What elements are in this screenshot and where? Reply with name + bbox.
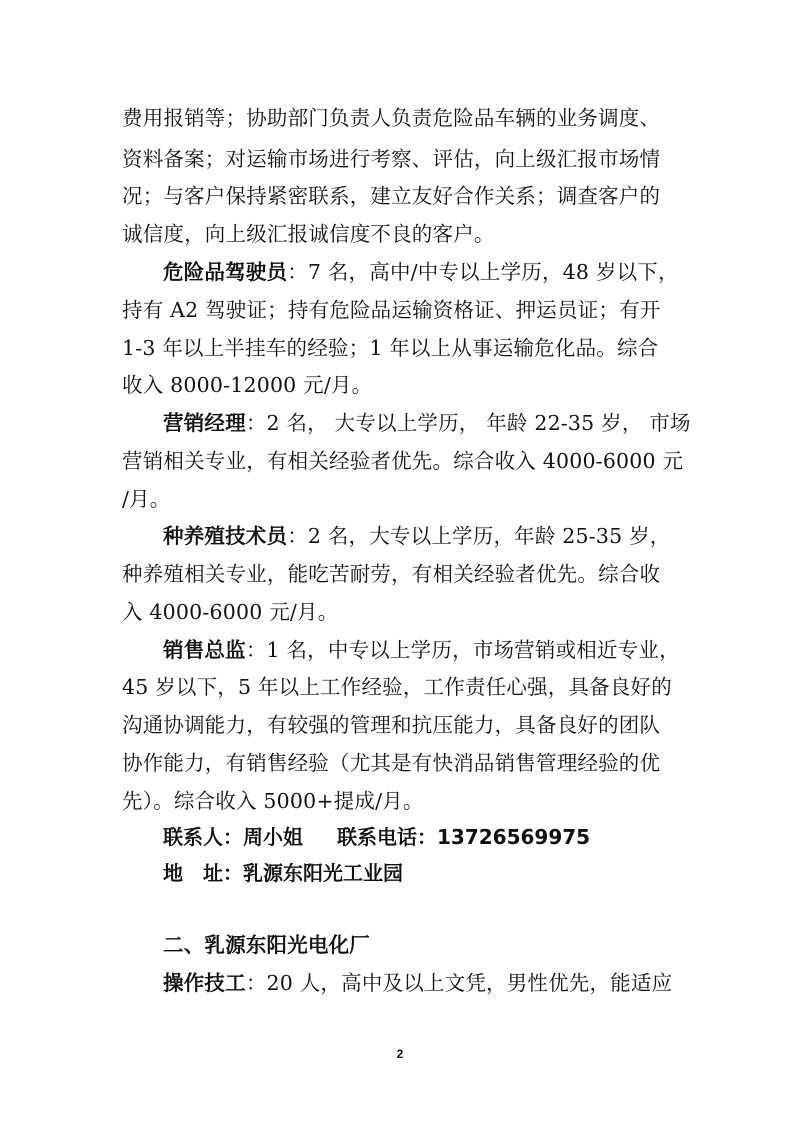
job-first-line [163,408,691,438]
contact-phone-label: 联系电话： [337,825,437,849]
job-text: ：20 人，高中及以上文凭，男性优先，能适应 [245,971,673,995]
job-title: 销售总监 [163,638,246,662]
job-title: 危险品驾驶员 [163,260,288,284]
job-title: 营销经理 [163,411,246,435]
job-first-line [163,521,671,551]
job-first-line [163,968,672,998]
job-first-line [163,257,679,287]
page-number: 2 [396,1047,404,1061]
intro-line: 资料备案；对运输市场进行考察、评估，向上级汇报市场情 [122,147,661,171]
job-line: 持有 A2 驾驶证；持有危险品运输资格证、押运员证；有开 [122,298,661,322]
job-title: 种养殖技术员 [163,524,288,548]
contact-phone: 13726569975 [437,825,591,849]
job-text: ：7 名，高中/中专以上学历，48 岁以下， [287,260,679,284]
contact-line [163,822,590,852]
job-text: ：2 名，大专以上学历，年龄 25-35 岁， [287,524,671,548]
contact-person: 周小姐 [243,825,303,849]
job-first-line [163,635,680,665]
job-line: 45 岁以下，5 年以上工作经验，工作责任心强，具备良好的 [122,675,672,699]
intro-line: 况；与客户保持紧密联系，建立友好合作关系；调查客户的 [122,184,661,208]
address-line [163,858,403,888]
job-line: /月。 [122,487,171,511]
job-line: 种养殖相关专业，能吃苦耐劳，有相关经验者优先。综合收 [122,562,661,586]
section-heading: 二、乳源东阳光电化厂 [163,933,370,957]
intro-line: 费用报销等；协助部门负责人负责危险品车辆的业务调度、 [122,106,661,130]
job-line: 入 4000-6000 元/月。 [122,600,339,624]
job-line: 协作能力，有销售经验（尤其是有快消品销售管理经验的优 [122,751,661,775]
job-text: ：1 名，中专以上学历，市场营销或相近专业， [245,638,680,662]
job-line: 收入 8000-12000 元/月。 [122,373,373,397]
contact-person-label: 联系人： [163,825,243,849]
job-line: 先）。综合收入 5000+提成/月。 [122,789,424,813]
job-line: 1-3 年以上半挂车的经验；1 年以上从事运输危化品。综合 [122,336,659,360]
address-value: 乳源东阳光工业园 [243,861,403,885]
job-line: 沟通协调能力，有较强的管理和抗压能力，具备良好的团队 [122,713,661,737]
job-title: 操作技工 [163,971,246,995]
address-label: 地 址： [163,861,243,885]
job-text: ：2 名， 大专以上学历， 年龄 22-35 岁， 市场 [245,411,691,435]
job-line: 营销相关专业，有相关经验者优先。综合收入 4000-6000 元 [122,449,684,473]
intro-line: 诚信度，向上级汇报诚信度不良的客户。 [122,222,495,246]
